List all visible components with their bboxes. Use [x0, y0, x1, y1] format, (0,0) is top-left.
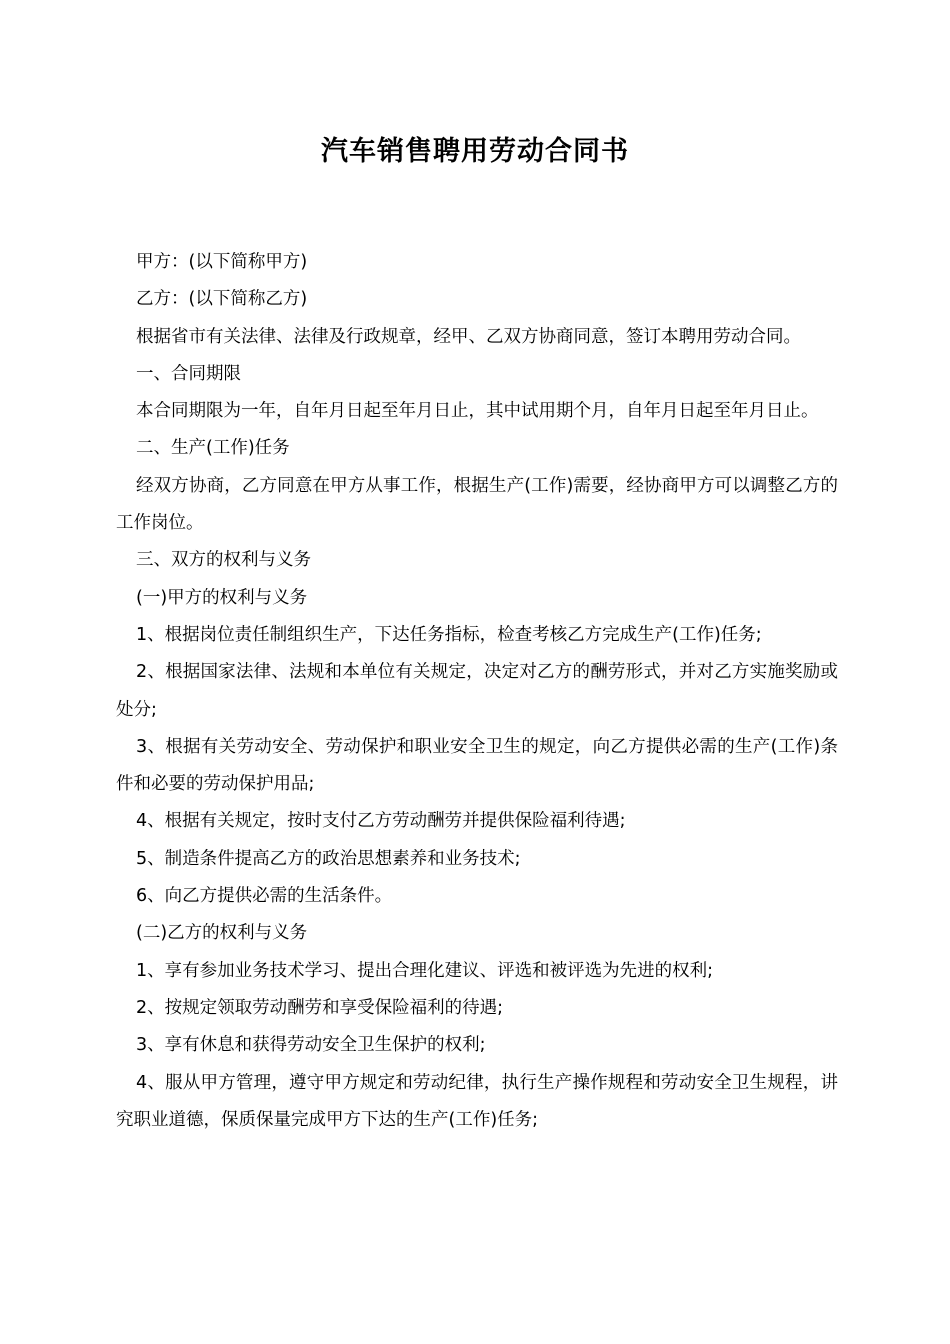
- list-item: 3、享有休息和获得劳动安全卫生保护的权利;: [136, 1035, 486, 1056]
- paragraph: 乙方：(以下简称乙方): [136, 289, 308, 310]
- list-item: 4、根据有关规定，按时支付乙方劳动酬劳并提供保险福利待遇;: [136, 811, 626, 832]
- list-item: 1、根据岗位责任制组织生产，下达任务指标，检查考核乙方完成生产(工作)任务;: [136, 624, 762, 645]
- list-item: 3、根据有关劳动安全、劳动保护和职业安全卫生的规定，向乙方提供必需的生产(工作)条件和必要的劳动保护用品;: [116, 736, 838, 795]
- paragraph: 甲方：(以下简称甲方): [136, 252, 308, 272]
- section-heading: 一、合同期限: [136, 363, 241, 384]
- document-body: [116, 244, 838, 1139]
- paragraph: 经双方协商，乙方同意在甲方从事工作，根据生产(工作)需要，经协商甲方可以调整乙方的工作岗位。: [116, 475, 838, 534]
- subsection-heading: (一)甲方的权利与义务: [136, 587, 308, 608]
- list-item: 6、向乙方提供必需的生活条件。: [136, 886, 393, 907]
- section-heading: 二、生产(工作)任务: [136, 438, 290, 459]
- list-item: 2、按规定领取劳动酬劳和享受保险福利的待遇;: [136, 997, 504, 1018]
- list-item: 5、制造条件提高乙方的政治思想素养和业务技术;: [136, 848, 521, 869]
- paragraph: 根据省市有关法律、法律及行政规章，经甲、乙双方协商同意，签订本聘用劳动合同。: [136, 326, 801, 347]
- subsection-heading: (二)乙方的权利与义务: [136, 923, 308, 944]
- list-item: 1、享有参加业务技术学习、提出合理化建议、评选和被评选为先进的权利;: [136, 960, 714, 981]
- document-title: 汽车销售聘用劳动合同书: [321, 136, 629, 167]
- paragraph: 本合同期限为一年，自年月日起至年月日止，其中试用期个月，自年月日起至年月日止。: [136, 401, 819, 422]
- list-item: 2、根据国家法律、法规和本单位有关规定，决定对乙方的酬劳形式，并对乙方实施奖励或处分;: [116, 662, 838, 720]
- section-heading: 三、双方的权利与义务: [136, 550, 311, 571]
- list-item: 4、服从甲方管理，遵守甲方规定和劳动纪律，执行生产操作规程和劳动安全卫生规程，讲究职业道德，保质保量完成甲方下达的生产(工作)任务;: [116, 1072, 838, 1130]
